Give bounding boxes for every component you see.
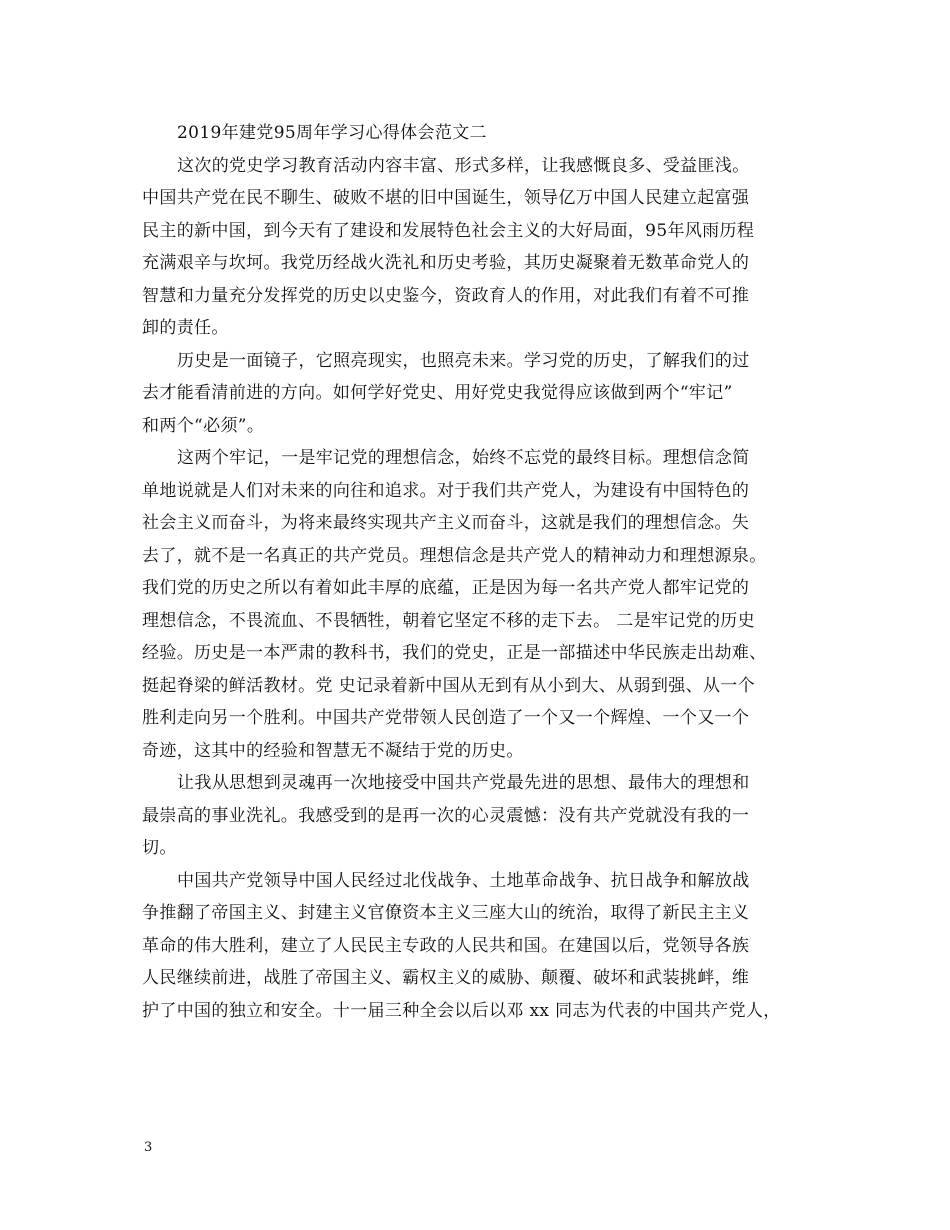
paragraph-line: 卸的责任。 [142, 318, 229, 338]
paragraph-line: 革命的伟大胜利，建立了人民民主专政的人民共和国。在建国以后，党领导各族 [142, 935, 750, 956]
paragraph-line: 智慧和力量充分发挥党的历史以史鉴今，资政育人的作用，对此我们有着不可推 [142, 285, 750, 306]
paragraph-line: 和两个“必须”。 [142, 415, 265, 436]
paragraph-line: 经验。历史是一本严肃的教科书，我们的党史，正是一部描述中华民族走出劫难、 [142, 643, 767, 663]
paragraph-line: 胜利走向另一个胜利。中国共产党带领人民创造了一个又一个辉煌、一个又一个 [142, 708, 750, 728]
paragraph-line: 护了中国的独立和安全。十一届三种全会以后以邓 xx 同志为代表的中国共产党人， [142, 1000, 781, 1021]
document-title: 2019年建党95周年学习心得体会范文二 [177, 123, 487, 143]
paragraph-4 [142, 767, 832, 865]
paragraph-line: 社会主义而奋斗，为将来最终实现共产主义而奋斗，这就是我们的理想信念。失 [142, 513, 750, 533]
paragraph-line: 去才能看清前进的方向。如何学好党史、用好党史我觉得应该做到两个“牢记” [142, 383, 733, 403]
paragraph-line: 历史是一面镜子，它照亮现实，也照亮未来。学习党的历史，了解我们的过 [177, 350, 750, 371]
paragraph-line: 充满艰辛与坎坷。我党历经战火洗礼和历史考验，其历史凝聚着无数革命党人的 [142, 253, 750, 273]
paragraph-line: 让我从思想到灵魂再一次地接受中国共产党最先进的思想、最伟大的理想和 [177, 773, 750, 793]
paragraph-line: 奇迹，这其中的经验和智慧无不凝结于党的历史。 [142, 740, 524, 761]
paragraph-line: 去了，就不是一名真正的共产党员。理想信念是共产党人的精神动力和理想源泉。 [142, 545, 767, 566]
paragraph-line: 中国共产党领导中国人民经过北伐战争、土地革命战争、抗日战争和解放战 [177, 870, 750, 891]
paragraph-line: 争推翻了帝国主义、封建主义官僚资本主义三座大山的统治，取得了新民主主义 [142, 903, 750, 923]
paragraph-line: 我们党的历史之所以有着如此丰厚的底蕴，正是因为每一名共产党人都牢记党的 [142, 578, 750, 598]
paragraph-line: 单地说就是人们对未来的向往和追求。对于我们共产党人，为建设有中国特色的 [142, 480, 750, 501]
paragraph-line: 理想信念，不畏流血、不畏牺牲，朝着它坚定不移的走下去。 二是牢记党的历史 [142, 610, 756, 631]
paragraph-line: 这两个牢记，一是牢记党的理想信念，始终不忘党的最终目标。理想信念简 [177, 448, 750, 468]
page-number: 3 [144, 1140, 153, 1155]
paragraph-2 [142, 345, 832, 443]
paragraph-line: 中国共产党在民不聊生、破败不堪的旧中国诞生，领导亿万中国人民建立起富强 [142, 188, 750, 208]
document-body [142, 117, 832, 1027]
paragraph-5 [142, 865, 832, 1028]
paragraph-1 [142, 150, 832, 345]
paragraph-line: 这次的党史学习教育活动内容丰富、形式多样，让我感慨良多、受益匪浅。 [177, 155, 750, 176]
paragraph-line: 挺起脊梁的鲜活教材。党 史记录着新中国从无到有从小到大、从弱到强、从一个 [142, 675, 756, 696]
paragraph-line: 最崇高的事业洗礼。我感受到的是再一次的心灵震憾：没有共产党就没有我的一 [142, 805, 750, 826]
paragraph-line: 民主的新中国，到今天有了建设和发展特色社会主义的大好局面，95年风雨历程 [142, 220, 755, 241]
paragraph-line: 人民继续前进，战胜了帝国主义、霸权主义的威胁、颠覆、破坏和武装挑衅，维 [142, 968, 750, 988]
paragraph-line: 切。 [142, 838, 177, 858]
paragraph-3 [142, 442, 832, 767]
